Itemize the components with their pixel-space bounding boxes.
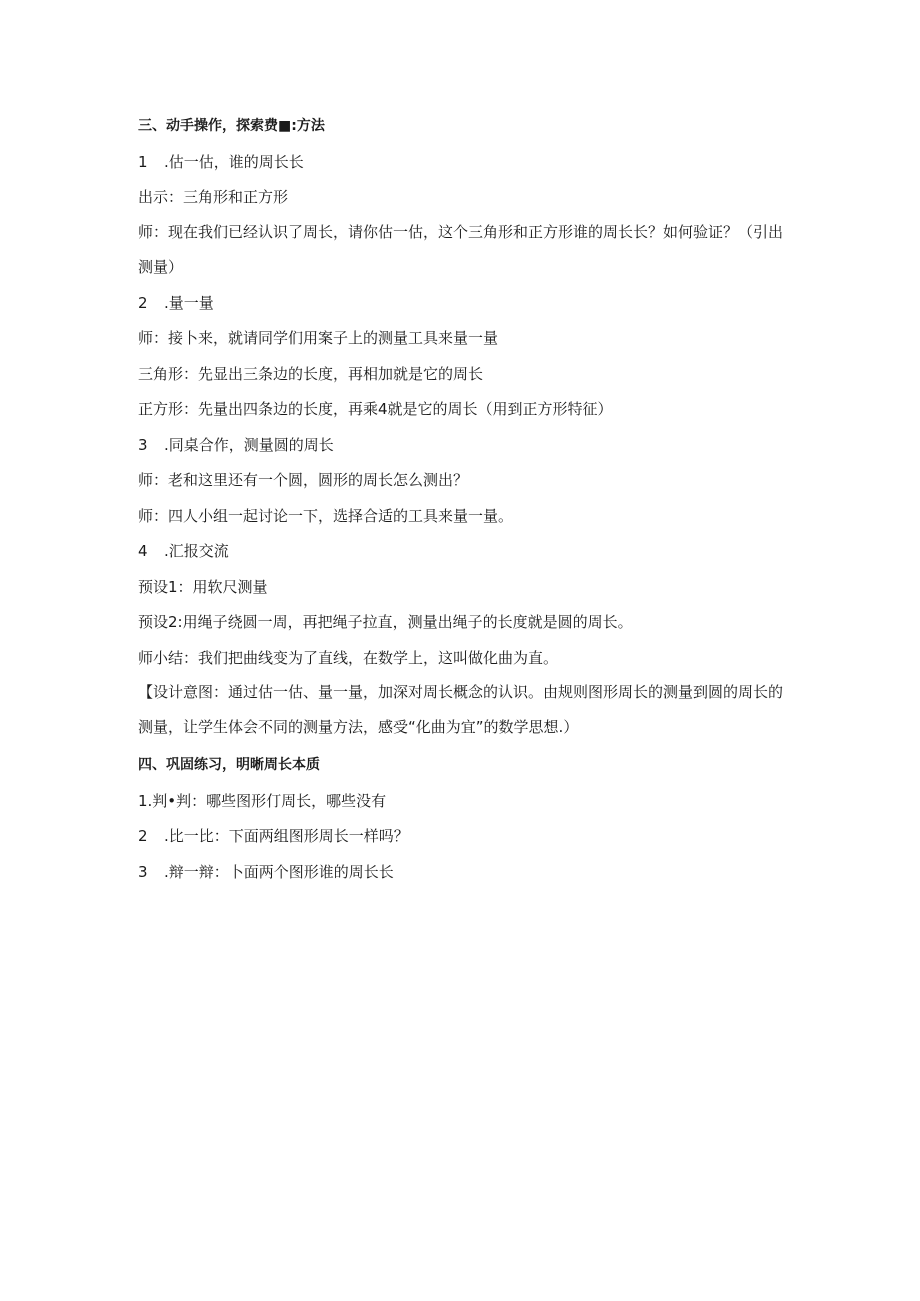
exercise-1: 1.判•判：哪些图形仃周长，哪些没有 bbox=[138, 791, 387, 810]
teacher-question: 师：现在我们已经认识了周长，请你估一估，这个三角形和正方形谁的周长长？如何验证？（引出测量） bbox=[138, 222, 784, 276]
teacher-measure: 师：接卜来，就请同学们用案子上的测量工具来量一量 bbox=[138, 329, 499, 347]
step-1-text: .估一估，谁的周长长 bbox=[164, 152, 304, 171]
step-4-number: 4 bbox=[138, 542, 148, 560]
step-4-report bbox=[138, 539, 788, 563]
triangle-method: 三角形：先显出三条边的长度，再相加就是它的周长 bbox=[138, 364, 484, 383]
step-2-measure bbox=[138, 291, 788, 315]
section-4-heading: 四、巩固练习，明晰周长本质 bbox=[138, 757, 320, 773]
teacher-group: 师：四人小组一起讨论一下，选择合适的工具来量一量。 bbox=[138, 506, 514, 525]
step-2-number: 2 bbox=[138, 293, 148, 312]
exercise-2 bbox=[138, 824, 788, 848]
preset-1: 预设1：用软尺测量 bbox=[138, 577, 268, 596]
teacher-summary: 师小结：我们把曲线变为了直线，在数学上，这叫做化曲为直。 bbox=[138, 648, 559, 667]
step-1-estimate bbox=[138, 150, 788, 174]
design-intent: 【设计意图：通过估一估、量一量，加深对周长概念的认识。由规则图形周长的测量到圆的周长的测量，让学生体会不同的测量方法，感受“化曲为宜”的数学思想.） bbox=[138, 683, 784, 736]
step-2-text: .量一量 bbox=[164, 293, 214, 312]
preset-2: 预设2:用绳子绕圆一周，再把绳子拉直，测量出绳子的长度就是圆的周长。 bbox=[138, 613, 633, 631]
step-3-number: 3 bbox=[138, 435, 148, 454]
exercise-3-text: .辩一辩：卜面两个图形谁的周长长 bbox=[164, 862, 394, 881]
square-method: 正方形：先量出四条边的长度，再乘4就是它的周长（用到正方形特征） bbox=[138, 400, 613, 418]
step-3-circle bbox=[138, 433, 788, 457]
exercise-2-text: .比一比：下面两组图形周长一样吗？ bbox=[164, 827, 409, 845]
step-1-number: 1 bbox=[138, 152, 148, 171]
exercise-3-number: 3 bbox=[138, 862, 148, 881]
show-shapes: 出示：三角形和正方形 bbox=[138, 188, 289, 206]
exercise-3 bbox=[138, 860, 788, 884]
step-3-text: .同桌合作，测量圆的周长 bbox=[164, 435, 334, 454]
document-page bbox=[138, 114, 788, 895]
exercise-2-number: 2 bbox=[138, 827, 148, 845]
step-4-text: .汇报交流 bbox=[164, 542, 229, 560]
teacher-circle: 师：老和这里还有一个圆，圆形的周长怎么测出？ bbox=[138, 471, 469, 489]
section-3-heading: 三、动手操作，探索费■:方法 bbox=[138, 118, 325, 134]
